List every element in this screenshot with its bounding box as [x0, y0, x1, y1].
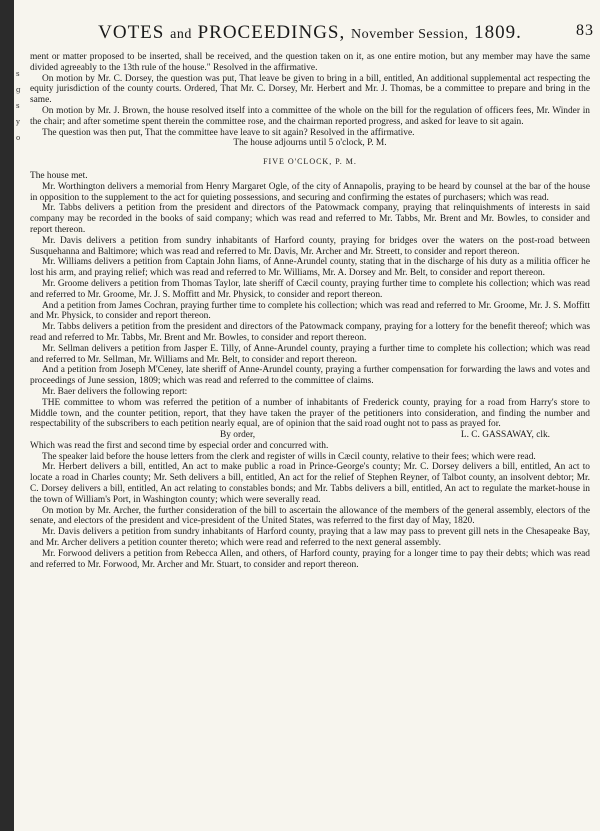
header-title-and: and	[170, 27, 192, 42]
margin-note: s	[16, 102, 20, 110]
page-number: 83	[576, 22, 594, 39]
paragraph: The speaker laid before the house letters from the clerk and register of wills in Cæcil county, relative to their fees; which were read.	[42, 451, 536, 462]
paragraph: Mr. Davis delivers a petition from sundry inhabitants of Harford county, praying that a law may pass to prevent gill nets in the Chesapeake Bay, and Mr. Archer delivers a petition counter thereto; which were read and referred to the next general assembly.	[30, 527, 590, 549]
margin-notes	[16, 66, 28, 146]
paragraph: And a petition from Joseph M'Ceney, late sheriff of Anne-Arundel county, praying a further compensation for forwarding the laws and votes and proceedings of June session, 1809; which was read and referred to the committee of claims.	[30, 365, 590, 387]
signoff	[30, 430, 590, 441]
header-title-proceedings: PROCEEDINGS,	[197, 22, 346, 43]
paragraph: On motion by Mr. Archer, the further consideration of the bill to ascertain the allowance of the members of the general assembly, electors of the senate, and electors of the president and vice-president of the United States, was referred to the first day of May, 1820.	[30, 505, 590, 527]
paragraph: Mr. Herbert delivers a bill, entitled, An act to make public a road in Prince-George's county; Mr. C. Dorsey delivers a bill, entitled, An act to locate a road in Charles county; Mr. Seth delivers a bill, entitled, An act for the relief of Stephen Reyner, of Talbot county, an insolvent debtor; Mr. C. Dorsey delivers a bill, entitled, An act relating to constables bonds; and Mr. Tabbs delivers a bill, entitled, An act to regulate the market-house in the town of William's Port, in Washington county; which were severally read.	[30, 462, 590, 505]
paragraph: And a petition from James Cochran, praying further time to complete his collection; which was read and referred to Mr. Groome, Mr. J. S. Moffitt and Mr. Physick, to consider and report thereon.	[30, 300, 590, 322]
morning-proceedings	[30, 52, 590, 138]
page-header	[30, 22, 594, 44]
paragraph: The house met.	[30, 170, 88, 181]
paragraph: Mr. Forwood delivers a petition from Rebecca Allen, and others, of Harford county, praying for a longer time to pay their debts; which was read and referred to Mr. Forwood, Mr. Archer and Mr. Stuart, to consider and report thereon.	[30, 548, 590, 570]
margin-note: y	[16, 118, 20, 126]
paragraph: On motion by Mr. C. Dorsey, the question was put, That leave be given to bring in a bill, entitled, An additional supplemental act respecting the equity jurisdiction of the county courts. Ordered, That Mr. C. Dorsey, Mr. Herbert and Mr. J. Thomas, be a committee to prepare and bring in the same.	[30, 73, 590, 106]
closing-proceedings	[30, 441, 590, 571]
document-page	[30, 22, 594, 570]
paragraph: On motion by Mr. J. Brown, the house resolved itself into a committee of the whole on the bill for the regulation of officers fees, Mr. Winder in the chair; and after sometime spent therein the committee rose, and the chairman reported progress, and asked for leave to sit again.	[30, 105, 590, 127]
page-binding-edge	[0, 0, 14, 831]
margin-note: g	[16, 86, 21, 94]
paragraph: ment or matter proposed to be inserted, shall be received, and the question taken on it, as one entire motion, but any member may have the same divided agreeably to the 13th rule of the house." Resolved in the affirmative.	[30, 52, 590, 73]
margin-note: o	[16, 134, 21, 142]
paragraph: Mr. Groome delivers a petition from Thomas Taylor, late sheriff of Cæcil county, praying further time to complete his collection; which was read and referred to Mr. Groome, Mr. J. S. Moffitt and Mr. Physick, to consider and report thereon.	[30, 278, 590, 300]
section-heading: FIVE O'CLOCK, P. M.	[263, 157, 357, 167]
adjournment-line: The house adjourns until 5 o'clock, P. M.	[233, 138, 387, 149]
paragraph: THE committee to whom was referred the petition of a number of inhabitants of Frederick county, praying for a road from Harry's store to Middle town, and the counter petition, report, that they have taken the prayer of the petitioners into consideration, and finding the number and respectability of the subscribers to each petition nearly equal, are of opinion that the said road ought not to pass as prayed for.	[30, 397, 590, 430]
signoff-by-order: By order,	[220, 430, 256, 441]
paragraph: Mr. Sellman delivers a petition from Jasper E. Tilly, of Anne-Arundel county, praying a further time to complete his collection; which was read and referred to Mr. Sellman, Mr. Williams and Mr. Belt, to consider and report thereon.	[30, 343, 590, 365]
margin-note: s	[16, 70, 20, 78]
paragraph: Mr. Tabbs delivers a petition from the president and directors of the Patowmack company, praying for a lottery for the benefit thereof; which was read and referred to Mr. Tabbs, Mr. Brent and Mr. Bowles, to consider and report thereon.	[30, 322, 590, 343]
paragraph: Which was read the first and second time by especial order and concurred with.	[30, 440, 329, 451]
evening-proceedings	[30, 171, 590, 430]
paragraph: Mr. Worthington delivers a memorial from Henry Margaret Ogle, of the city of Annapolis, praying to be heard by counsel at the bar of the house in opposition to the supplement to the act for quieting possessions, and securing and confirming the estates of purchasers; which was read.	[30, 181, 590, 203]
document-body	[30, 52, 590, 570]
paragraph: Mr. Tabbs delivers a petition from the president and directors of the Patowmack company, praying that relinquishments of interests in said company may be recorded in the books of said company; which was read and referred to Mr. Tabbs, Mr. Brent and Mr. Bowles, to consider and report thereon.	[30, 203, 590, 235]
signoff-name: L. C. GASSAWAY, clk.	[460, 430, 550, 441]
paragraph: The question was then put, That the committee have leave to sit again? Resolved in the affirmative.	[42, 127, 415, 138]
header-year: 1809.	[474, 22, 522, 43]
paragraph: Mr. Williams delivers a petition from Captain John Iiams, of Anne-Arundel county, stating that in the discharge of his duty as a militia officer he lost his arm, and praying relief; which was read and referred to Mr. Williams, Mr. A. Dorsey and Mr. Belt, to consider and report thereon.	[30, 257, 590, 279]
header-title-votes: VOTES	[98, 22, 165, 43]
paragraph: Mr. Baer delivers the following report:	[42, 386, 188, 397]
header-session: November Session,	[350, 27, 469, 42]
paragraph: Mr. Davis delivers a petition from sundry inhabitants of Harford county, praying for bridges over the waters on the post-road between Susquehanna and Baltimore; which was read and referred to Mr. Davis, Mr. Archer and Mr. Streett, to consider and report thereon.	[30, 235, 590, 257]
